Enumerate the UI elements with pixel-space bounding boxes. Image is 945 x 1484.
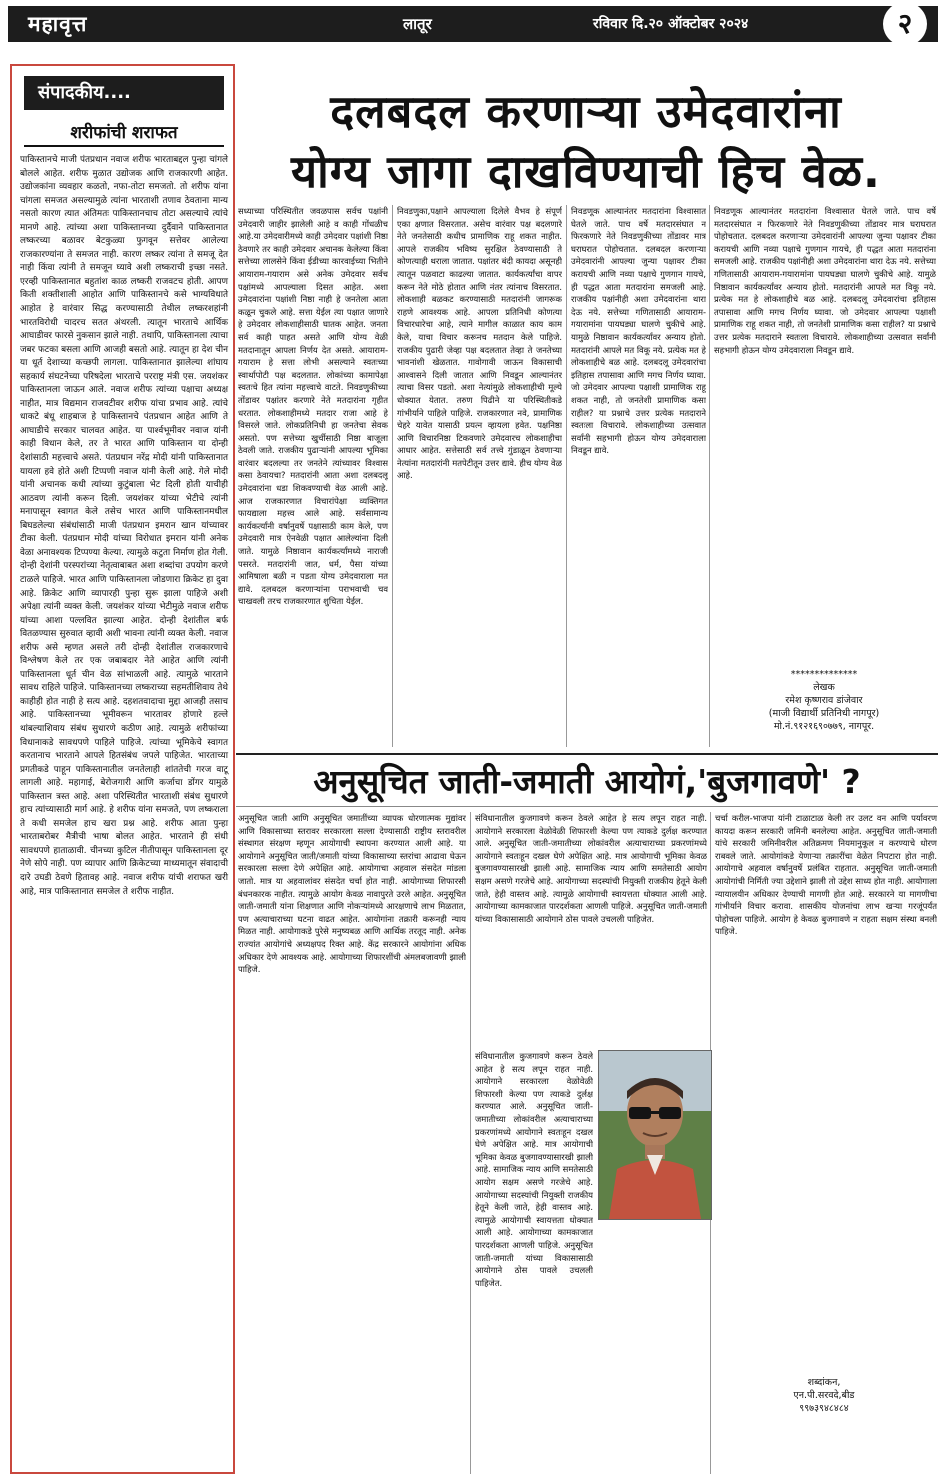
section-divider — [236, 806, 938, 807]
signature-label: शब्दांकन, — [807, 1377, 841, 1388]
article2-signature — [712, 1376, 936, 1415]
article2-column-2: संविधानातील कुजगावणे करून ठेवले आहेत हे सत्य लपून राहत नाही. आयोगाने सरकारला वेळोवेळी शिफारशी केल्या पण त्याकडे दुर्लक्ष करण्यात आले. अनुसूचित जाती-जमातीच्या लोकांवरील अत्याचाराच्या प्रकरणांमध्ये आयोगाने स्वतःहून दखल घेणे अपेक्षित आहे. मात्र आयोगाची भूमिका केवळ बुजगावण्यासारखी झाली आहे. सामाजिक न्याय आणि समतेसाठी आयोग सक्षम असणे गरजेचे आहे. आयोगाच्या सदस्यांची नियुक्ती राजकीय हेतूने केली जाते, हेही वास्तव आहे. त्यामुळे आयोगाची स्वायत्तता धोक्यात आली आहे. आयोगाच्या कामकाजात पारदर्शकता आणली पाहिजे. अनुसूचित जाती-जमाती यांच्या विकासासाठी आयोगाने ठोस पावले उचलली पाहिजेत. — [475, 813, 707, 924]
newspaper-logo: महावृत्त — [28, 12, 88, 36]
article1-headline-line2: योग्य जागा दाखविण्याची हिच वेळ. — [290, 145, 882, 198]
edition-date: रविवार दि.२० ऑक्टोबर २०२४ — [593, 16, 749, 32]
author-phone: मो.नं.९१२१६९०७७९, नागपूर. — [773, 721, 875, 732]
editorial-section-label: संपादकीय.... — [24, 76, 224, 110]
article1-column-3: निवडणूक आल्यानंतर मतदारांना विश्वासात घेतले जाते. पाच वर्षे मतदारसंघात न फिरकणारे नेते निवडणुकीच्या तोंडावर मात्र घराघरात पोहोचतात. दलबदल करणाऱ्या उमेदवारांनी आपल्या जुन्या पक्षावर टीका करायची आणि नव्या पक्षाचे गुणगान गायचे, ही पद्धत आता मतदारांना समजली आहे. राजकीय पक्षांनीही अशा उमेदवारांना थारा देऊ नये. सत्तेच्या गणितासाठी आयाराम-गयारामांना पायघड्या घालणे चुकीचे आहे. यामुळे निष्ठावान कार्यकर्त्यांवर अन्याय होतो. मतदारांनी आपले मत विकू नये. प्रत्येक मत हे लोकशाहीचे बळ आहे. दलबदलू उमेदवारांचा इतिहास तपासावा आणि मगच निर्णय घ्यावा. जो उमेदवार आपल्या पक्षाशी प्रामाणिक राहू शकत नाही, तो जनतेशी प्रामाणिक कसा राहील? या प्रश्नाचे उत्तर प्रत्येक मतदाराने स्वतःला विचारावे. लोकशाहीच्या उत्सवात सर्वांनी सहभागी होऊन योग्य उमेदवाराला निवडून द्यावे. — [571, 206, 706, 456]
article1-headline-line1: दलबदल करणाऱ्या उमेदवारांना — [330, 85, 842, 138]
author-portrait-image — [599, 1051, 711, 1219]
editorial-title: शरीफांची शराफत — [24, 120, 224, 147]
column-divider — [470, 812, 471, 1474]
column-divider — [392, 205, 393, 747]
edition-city: लातूर — [403, 15, 432, 33]
editorial-column — [10, 64, 235, 1474]
author-label: लेखक — [813, 682, 835, 693]
article1-column-2: निवडणुका,पक्षाने आपल्याला दिलेले वैभव हे संपूर्ण एका क्षणात विसरतात. असेच वारंवार पक्ष बदलणारे नेते जनतेसाठी कधीच प्रामाणिक राहू शकत नाहीत. आपले राजकीय भविष्य सुरक्षित ठेवण्यासाठी ते कोणत्याही थराला जातात. पक्षांतर बंदी कायदा असूनही त्यातून पळवाटा काढल्या जातात. कार्यकर्त्यांचा वापर करून नेते मोठे होतात आणि नंतर त्यांनाच विसरतात. लोकशाही बळकट करण्यासाठी मतदारांनी जागरूक राहणे आवश्यक आहे. आपला प्रतिनिधी कोणत्या विचारधारेचा आहे, त्याने मागील काळात काय काम केले, याचा विचार करूनच मतदान केले पाहिजे. राजकीय पुढारी जेव्हा पक्ष बदलतात तेव्हा ते जनतेच्या भावनांशी खेळतात. गावोगावी जाऊन विकासाची आश्वासने दिली जातात आणि निवडून आल्यानंतर त्याचा विसर पडतो. अशा नेत्यांमुळे लोकशाहीची मूल्ये धोक्यात येतात. तरुण पिढीने या परिस्थितीकडे गांभीर्याने पाहिले पाहिजे. राजकारणात नवे, प्रामाणिक चेहरे यावेत यासाठी प्रयत्न व्हायला हवेत. पक्षनिष्ठा आणि विचारनिष्ठा टिकवणारे उमेदवारच लोकशाहीचा आधार आहेत. सत्तेसाठी सर्व तत्त्वे गुंडाळून ठेवणाऱ्या नेत्यांना मतदारांनी मतपेटीतून उत्तर द्यावे. हीच योग्य वेळ आहे. — [397, 206, 562, 481]
author-stars: ************** — [790, 669, 858, 680]
author-name: रमेश कृष्णराव डांजेवार — [785, 695, 863, 706]
masthead — [8, 6, 938, 42]
signature-name: एन.पी.सरवदे,बीड — [793, 1390, 855, 1401]
editorial-body: पाकिस्तानचे माजी पंतप्रधान नवाज शरीफ भारताबद्दल पुन्हा चांगले बोलले आहेत. शरीफ मुळात उद्योजक आणि राजकारणी आहेत. उद्योजकांना व्यवहार कळतो, नफा-तोटा समजतो. तो शरीफ यांना चांगला समजत असल्यामुळे त्यांना भारताशी तणाव ठेवताना मान्य नसतो कारण त्यात अंतिमतः पाकिस्तानचाच तोटा असल्याचे त्यांचे मानणे आहे. त्यांच्या अशा पाकिस्तानच्या दुर्दैवाने पाकिस्तानात लष्करच्या बळावर बेटकुळ्या फुगवून सत्तेवर आलेल्या राजकारण्यांना ते समजत नाही. कारण लष्कर त्यांना ते समजू देत नाही किंवा त्यांनी ते समजून घ्यावे अशी लष्कराची इच्छा नसते. एरव्ही पाकिस्तानात बहुतांश काळ लष्करी राजवटच होती. आपण किती शक्तीशाली आहोत आणि पाकिस्तानचे कसे भाग्यविधाते आहोत हे वारंवार सिद्ध करण्यासाठी तेथील लष्करशहांनी भारतविरोधी चादरच सतत अंथरली. त्यातून भारताचे आर्थिक आघाडीवर फारसे नुकसान झाले नाही. तथापि, पाकिस्तानला त्याचा जबर फटका बसला आणि आजही बसतो आहे. त्यातून हा देश चीन या धूर्त देशाच्या कच्छपी लागला. पाकिस्तानात झालेल्या शांघाय सहकार्य संघटनेच्या परिषदेला भारताचे परराष्ट्र मंत्री एस. जयशंकर पाकिस्तानला जाऊन आले. नवाज शरीफ त्यांच्या पक्षाचा अध्यक्ष नाहीत, मात्र विद्यमान राजवटीवर शरीफ यांचा प्रभाव आहे. त्यांचे धाकटे बंधू शाहबाज हे पाकिस्तानचे पंतप्रधान आहेत आणि ते आघाडीचे सरकार चालवत आहेत. या पार्श्वभूमीवर नवाज यांनी काही विधान केले, तर ते भारत आणि पाकिस्तान या दोन्ही देशांसाठी महत्त्वाचे असते. पंतप्रधान नरेंद्र मोदी यांनी पाकिस्तानात यायला हवे होते अशी टिप्पणी नवाज यांनी केली आहे. गेले मोदी यांनी अचानक कधी त्यांच्या कुटुंबाला भेट दिली होती याचीही आठवण त्यांनी करून दिली. जयशंकर यांच्या भेटीचे त्यांनी मनापासून स्वागत केले तसेच भारत आणि पाकिस्तानमधील बिघडलेल्या संबंधांसाठी माजी पंतप्रधान इमरान खान यांच्यावर टीका केली. पंतप्रधान मोदी यांच्या विरोधात इमरान यांनी अनेक वेळा अनावश्यक टिप्पण्या केल्या. त्यामुळे कटुता निर्माण होत गेली. दोन्ही देशांनी परस्परांच्या नेतृत्वाबाबत अशा शब्दांचा उपयोग करणे टाळले पाहिजे. भारत आणि पाकिस्तानला जोडणारा क्रिकेट हा दुवा आहे. क्रिकेट आणि व्यापारही पुन्हा सुरू झाला पाहिजे अशी अपेक्षा त्यांनी व्यक्त केली. जयशंकर यांच्या भेटीमुळे नवाज शरीफ यांच्या आशा पल्लवित झाल्या आहेत. दोन्ही देशांतील बर्फ वितळण्यास सुरुवात व्हावी अशी भावना त्यांनी व्यक्त केली. नवाज शरीफ असे म्हणत असले तरी दोन्ही देशांतील राजकारणाचे विश्लेषण केले तर एक जबाबदार नेते आहेत आणि त्यांनी पाकिस्तानला धूर्त चीन वेळ सांभाळली आहे. त्यामुळे भारताने सावध राहिले पाहिजे. पाकिस्तानच्या लष्कराच्या सहमतीशिवाय तेथे काहीही होत नाही हे सत्य आहे. दहशतवादाचा मुद्दा आजही तसाच आहे. पाकिस्तानच्या भूमीवरून भारतावर होणारे हल्ले थांबल्याशिवाय संबंध सुधारणे कठीण आहे. त्यामुळे शरीफांच्या विधानाकडे सावधपणे पाहिले पाहिजे. त्यांच्या भूमिकेचे स्वागत करतानाच भारताने आपले हितसंबंध जपले पाहिजेत. भारताच्या प्रगतीकडे पाहून पाकिस्तानातील जनतेलाही शांततेची गरज वाटू लागली आहे. महागाई, बेरोजगारी आणि कर्जाचा डोंगर यामुळे पाकिस्तान त्रस्त आहे. अशा परिस्थितीत भारताशी संबंध सुधारणे हाच त्यांच्यासाठी मार्ग आहे. हे शरीफ यांना समजते, पण लष्कराला ते कधी समजेल हाच खरा प्रश्न आहे. शरीफ आता पुन्हा भारताबरोबर मैत्रीची भाषा बोलत आहेत. भारताने ही संधी सावधपणे हाताळावी. चीनच्या कुटिल नीतीपासून पाकिस्तानला दूर नेणे सोपे नाही. पण व्यापार आणि क्रिकेटच्या माध्यमातून संवादाची दारे उघडी ठेवणे हितावह आहे. नवाज शरीफ यांची शराफत खरी आहे, मात्र पाकिस्तानात समजेल ते शरीफ नाहीत. — [20, 155, 228, 897]
article1-column-4: निवडणूक आल्यानंतर मतदारांना विश्वासात घेतले जाते. पाच वर्षे मतदारसंघात न फिरकणारे नेते निवडणुकीच्या तोंडावर मात्र घराघरात पोहोचतात. दलबदल करणाऱ्या उमेदवारांनी आपल्या जुन्या पक्षावर टीका करायची आणि नव्या पक्षाचे गुणगान गायचे, ही पद्धत आता मतदारांना समजली आहे. राजकीय पक्षांनीही अशा उमेदवारांना थारा देऊ नये. सत्तेच्या गणितासाठी आयाराम-गयारामांना पायघड्या घालणे चुकीचे आहे. यामुळे निष्ठावान कार्यकर्त्यांवर अन्याय होतो. मतदारांनी आपले मत विकू नये. प्रत्येक मत हे लोकशाहीचे बळ आहे. दलबदलू उमेदवारांचा इतिहास तपासावा आणि मगच निर्णय घ्यावा. जो उमेदवार आपल्या पक्षाशी प्रामाणिक राहू शकत नाही, तो जनतेशी प्रामाणिक कसा राहील? या प्रश्नाचे उत्तर प्रत्येक मतदाराने स्वतःला विचारावे. लोकशाहीच्या उत्सवात सर्वांनी सहभागी होऊन योग्य उमेदवाराला निवडून द्यावे. — [714, 206, 936, 355]
page-number: २ — [883, 2, 927, 46]
column-divider — [566, 205, 567, 747]
article1-column-1: सध्याच्या परिस्थितीत जवळपास सर्वच पक्षांनी उमेदवारी जाहीर झालेली आहे व काही गोंधळीच आहे.या उमेदवारीमध्ये काही उमेदवार पक्षांशी निष्ठा ठेवणारे तर काही उमेदवार अचानक केलेल्या किंवा सत्तेच्या लालसेने किंवा ईडीच्या कारवाईच्या भितीने आयाराम-गयाराम असे अनेक उमेदवार सर्वच पक्षांमध्ये आपल्याला दिसत आहेत. अशा उमेदवारांना पक्षांशी निष्ठा नाही हे जनतेला आता कळून चुकले आहे. सत्ता येईल त्या पक्षात जाणारे हे उमेदवार लोकशाहीसाठी घातक आहेत. जनता सर्व काही पाहत असते आणि योग्य वेळी मतदानातून आपला निर्णय देत असते. आयाराम-गयाराम हे सत्ता लोभी असल्याने स्वतःच्या स्वार्थापोटी पक्ष बदलतात. लोकांच्या कामापेक्षा स्वतःचे हित त्यांना महत्त्वाचे वाटते. निवडणुकीच्या तोंडावर पक्षांतर करणारे नेते मतदारांना गृहीत धरतात. लोकशाहीमध्ये मतदार राजा आहे हे विसरले जाते. लोकप्रतिनिधी हा जनतेचा सेवक असतो. पण सत्तेच्या खुर्चीसाठी निष्ठा बाजूला ठेवली जाते. राजकीय पुढाऱ्यांनी आपल्या भूमिका वारंवार बदलल्या तर जनतेने त्यांच्यावर विश्वास कसा ठेवायचा? मतदारांनी आता अशा दलबदलू उमेदवारांना धडा शिकवण्याची वेळ आली आहे. आज राजकारणात विचारांपेक्षा व्यक्तिगत फायद्याला महत्त्व आले आहे. सर्वसामान्य कार्यकर्त्यांनी वर्षानुवर्षे पक्षासाठी काम केले, पण उमेदवारी मात्र ऐनवेळी पक्षात आलेल्यांना दिली जाते. यामुळे निष्ठावान कार्यकर्त्यांमध्ये नाराजी पसरते. मतदारांनी जात, धर्म, पैसा यांच्या आमिषाला बळी न पडता योग्य उमेदवाराला मत द्यावे. दलबदल करणाऱ्यांना पराभवाची चव चाखवली तरच राजकारणात शुचिता येईल. — [238, 206, 388, 607]
section-divider — [236, 753, 938, 755]
article1-headline — [236, 82, 936, 202]
article2-column-3: चर्चा करील-भाजपा यांनी टाळाटाळ केली तर उलट वन आणि पर्यावरण कायदा करून सरकारी जमिनी बनलेल्या आहेत. अनुसूचित जाती-जमाती यांचे सरकारी जमिनीवरील अतिक्रमण नियमानुकूल न करण्याचे धोरण राबवले जाते. आयोगांकडे येणाऱ्या तक्रारींचा वेळेत निपटारा होत नाही. आयोगाचे अहवाल वर्षानुवर्षे प्रलंबित राहतात. अनुसूचित जाती-जमाती आयोगांची निर्मिती ज्या उद्देशाने झाली तो उद्देश साध्य होत नाही. आयोगाला न्यायालयीन अधिकार देण्याची मागणी होत आहे. सरकारने या मागणीचा गांभीर्याने विचार करावा. शासकीय योजनांचा लाभ खऱ्या गरजूंपर्यंत पोहोचला पाहिजे. आयोग हे केवळ बुजगावणे न राहता सक्षम संस्था बनली पाहिजे. — [715, 813, 937, 937]
article2-column-2-lower: संविधानातील कुजगावणे करून ठेवले आहेत हे सत्य लपून राहत नाही. आयोगाने सरकारला वेळोवेळी शिफारशी केल्या पण त्याकडे दुर्लक्ष करण्यात आले. अनुसूचित जाती-जमातीच्या लोकांवरील अत्याचाराच्या प्रकरणांमध्ये आयोगाने स्वतःहून दखल घेणे अपेक्षित आहे. मात्र आयोगाची भूमिका केवळ बुजगावण्यासारखी झाली आहे. सामाजिक न्याय आणि समतेसाठी आयोग सक्षम असणे गरजेचे आहे. आयोगाच्या सदस्यांची नियुक्ती राजकीय हेतूने केली जाते, हेही वास्तव आहे. त्यामुळे आयोगाची स्वायत्तता धोक्यात आली आहे. आयोगाच्या कामकाजात पारदर्शकता आणली पाहिजे. अनुसूचित जाती-जमाती यांच्या विकासासाठी आयोगाने ठोस पावले उचलली पाहिजेत. — [475, 1051, 593, 1288]
author-photo — [598, 1050, 712, 1220]
article2-column-1: अनुसूचित जाती आणि अनुसूचित जमातींच्या व्यापक धोरणात्मक मुद्यांवर आणि विकासाच्या स्तरावर सरकारला सल्ला देण्यासाठी राष्ट्रीय स्तरावरील संस्थागत संरक्षण म्हणून आयोगाची स्थापना करण्यात आली आहे. या आयोगाने अनुसूचित जाती/जमाती यांच्या विकासाच्या स्तरांचा आढावा घेऊन सरकारला सल्ला देणे अपेक्षित आहे. आयोगाचा अहवाल संसदेत मांडला जातो. मात्र या अहवालांवर संसदेत चर्चा होत नाही. आयोगाच्या शिफारसी बंधनकारक नाहीत. त्यामुळे आयोग केवळ नावापुरते उरले आहेत. अनुसूचित जाती-जमाती यांना शिक्षणात आणि नोकऱ्यांमध्ये आरक्षणाचे लाभ मिळतात, पण अत्याचाराच्या घटना वाढत आहेत. आयोगांना तक्रारी करूनही न्याय मिळत नाही. आयोगाकडे पुरेसे मनुष्यबळ आणि आर्थिक तरतूद नाही. अनेक राज्यांत आयोगांचे अध्यक्षपद रिक्त आहे. केंद्र सरकारने आयोगांना अधिक अधिकार देणे आवश्यक आहे. आयोगाच्या शिफारशींची अंमलबजावणी झाली पाहिजे. — [238, 813, 466, 975]
article1-author-block — [712, 668, 936, 733]
signature-phone: ९९७३९४८४८४ — [799, 1403, 849, 1414]
article2-headline: अनुसूचित जाती-जमाती आयोगं,'बुजगावणे' ? — [313, 762, 861, 801]
column-divider — [709, 205, 710, 747]
author-role: (माजी विद्यार्थी प्रतिनिधी नागपूर) — [768, 708, 880, 719]
